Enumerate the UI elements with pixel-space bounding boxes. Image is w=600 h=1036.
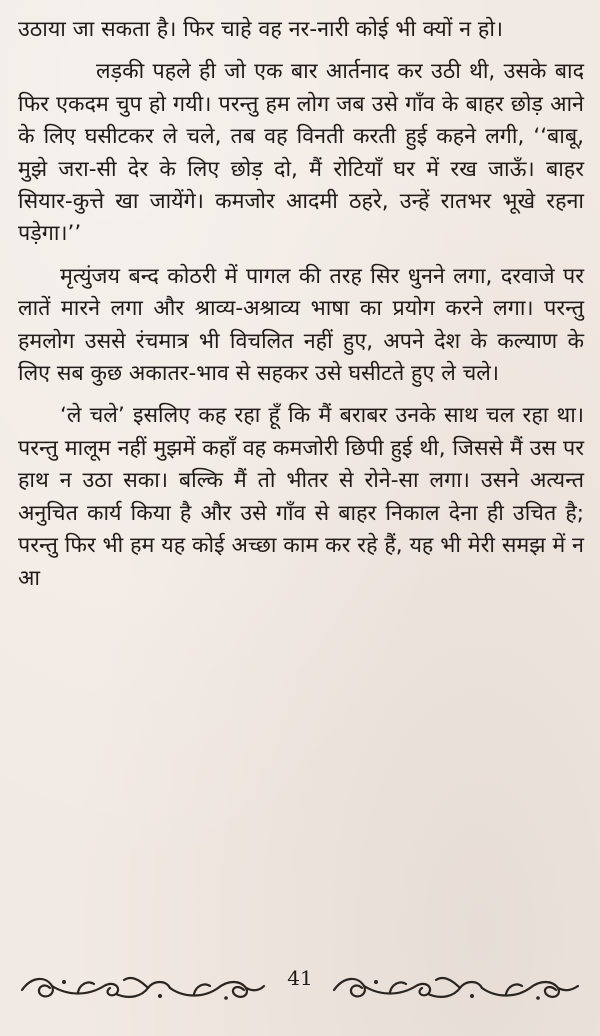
paragraph-4: ‘ले चले’ इसलिए कह रहा हूँ कि मैं बराबर उनके साथ चल रहा था। परन्तु मालूम नहीं मुझमें कहाँ वह कमजोरी छिपी हुई थी, जिससे मैं उस पर हाथ न उठा सका। बल्कि मैं तो भीतर से रोने-सा लगा। उसने अत्यन्त अनुचित कार्य किया है और उसे गाँव से बाहर निकाल देना ही उचित है; परन्तु फिर भी हम यह कोई अच्छा काम कर रहे हैं, यह भी मेरी समझ में न आ — [18, 403, 584, 591]
paragraph-2: लड़की पहले ही जो एक बार आर्तनाद कर उठी थी, उसके बाद फिर एकदम चुप हो गयी। परन्तु हम लोग जब उसे गाँव के बाहर छोड़ आने के लिए घसीटकर ले चले, तब वह विनती करती हुई कहने लगी, ‘‘बाबू, मुझे जरा-सी देर के लिए छोड़ दो, मैं रोटियाँ घर में रख जाऊँ। बाहर सियार-कुत्ते खा जायेंगे। कमजोर आदमी ठहरे, उन्हें रातभर भूखे रहना पड़ेगा।’’ — [18, 59, 584, 247]
page-footer — [0, 962, 600, 1012]
page-text — [18, 14, 584, 605]
paragraph-1: उठाया जा सकता है। फिर चाहे वह नर-नारी कोई भी क्यों न हो। — [18, 17, 504, 42]
page-number: 41 — [287, 966, 313, 990]
floral-scroll-ornament-right-icon — [330, 966, 582, 1006]
floral-scroll-ornament-left-icon — [18, 966, 268, 1006]
paragraph-3: मृत्युंजय बन्द कोठरी में पागल की तरह सिर धुनने लगा, दरवाजे पर लातें मारने लगा और श्राव्य-अश्राव्य भाषा का प्रयोग करने लगा। परन्तु हमलोग उससे रंचमात्र भी विचलित नहीं हुए, अपने देश के कल्याण के लिए सब कुछ अकातर-भाव से सहकर उसे घसीटते हुए ले चले। — [18, 263, 584, 387]
